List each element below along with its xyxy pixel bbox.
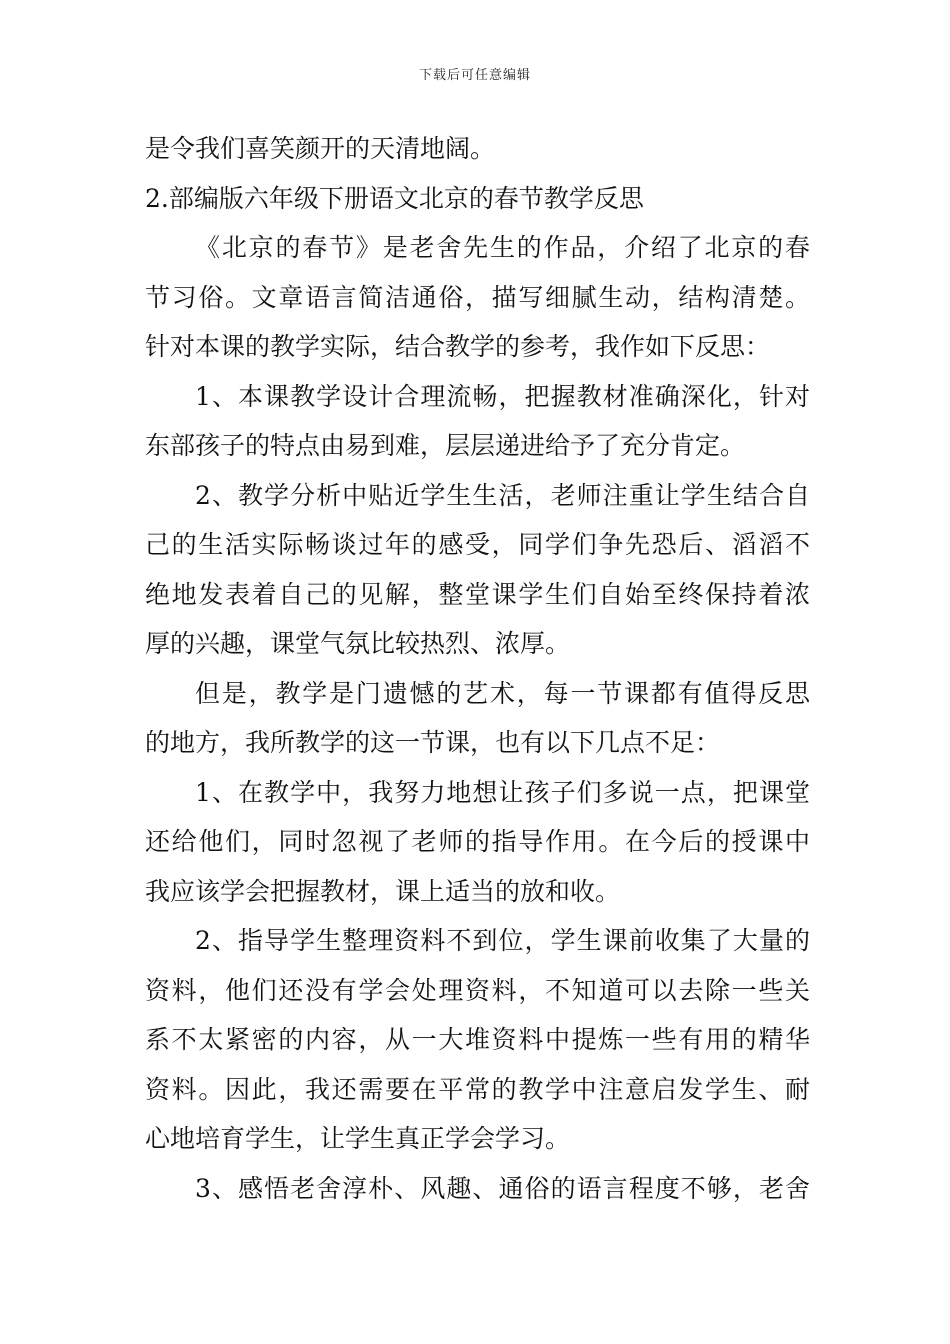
text-line: 心地培育学生，让学生真正学会学习。 [145, 1124, 571, 1153]
text-line: 系不太紧密的内容，从一大堆资料中提炼一些有用的精华 [145, 1025, 810, 1054]
text-line: 资料。因此，我还需要在平常的教学中注意启发学生、耐 [145, 1074, 810, 1104]
text-line: 《北京的春节》是老舍先生的作品，介绍了北京的春 [195, 233, 810, 262]
text-line: 己的生活实际畅谈过年的感受，同学们争先恐后、滔滔不 [145, 530, 810, 559]
text-line: 2、指导学生整理资料不到位，学生课前收集了大量的 [195, 926, 810, 955]
text-line: 3、感悟老舍淳朴、风趣、通俗的语言程度不够，老舍 [195, 1173, 810, 1203]
text-line: 1、本课教学设计合理流畅，把握教材准确深化，针对 [195, 381, 810, 411]
text-line: 东部孩子的特点由易到难，层层递进给予了充分肯定。 [145, 431, 746, 460]
text-line: 的地方，我所教学的这一节课，也有以下几点不足： [145, 728, 721, 757]
page-header: 下载后可任意编辑 [418, 68, 531, 83]
text-line: 是令我们喜笑颜开的天清地阔。 [145, 134, 496, 163]
text-line: 还给他们，同时忽视了老师的指导作用。在今后的授课中 [145, 827, 810, 856]
text-line: 2、教学分析中贴近学生生活，老师注重让学生结合自 [195, 480, 810, 510]
text-line: 资料，他们还没有学会处理资料，不知道可以去除一些关 [145, 975, 810, 1005]
text-line: 厚的兴趣，课堂气氛比较热烈、浓厚。 [145, 629, 571, 658]
text-line: 绝地发表着自己的见解，整堂课学生们自始至终保持着浓 [145, 579, 810, 609]
text-line: 1、在教学中，我努力地想让孩子们多说一点，把课堂 [195, 777, 810, 807]
document-body [145, 124, 810, 1213]
text-line: 针对本课的教学实际，结合教学的参考，我作如下反思： [145, 332, 771, 361]
text-line: 我应该学会把握教材，课上适当的放和收。 [145, 876, 621, 906]
text-line: 但是，教学是门遗憾的艺术，每一节课都有值得反思 [195, 678, 810, 708]
text-line: 2.部编版六年级下册语文北京的春节教学反思 [145, 183, 644, 213]
text-line: 节习俗。文章语言简洁通俗，描写细腻生动，结构清楚。 [145, 282, 810, 312]
